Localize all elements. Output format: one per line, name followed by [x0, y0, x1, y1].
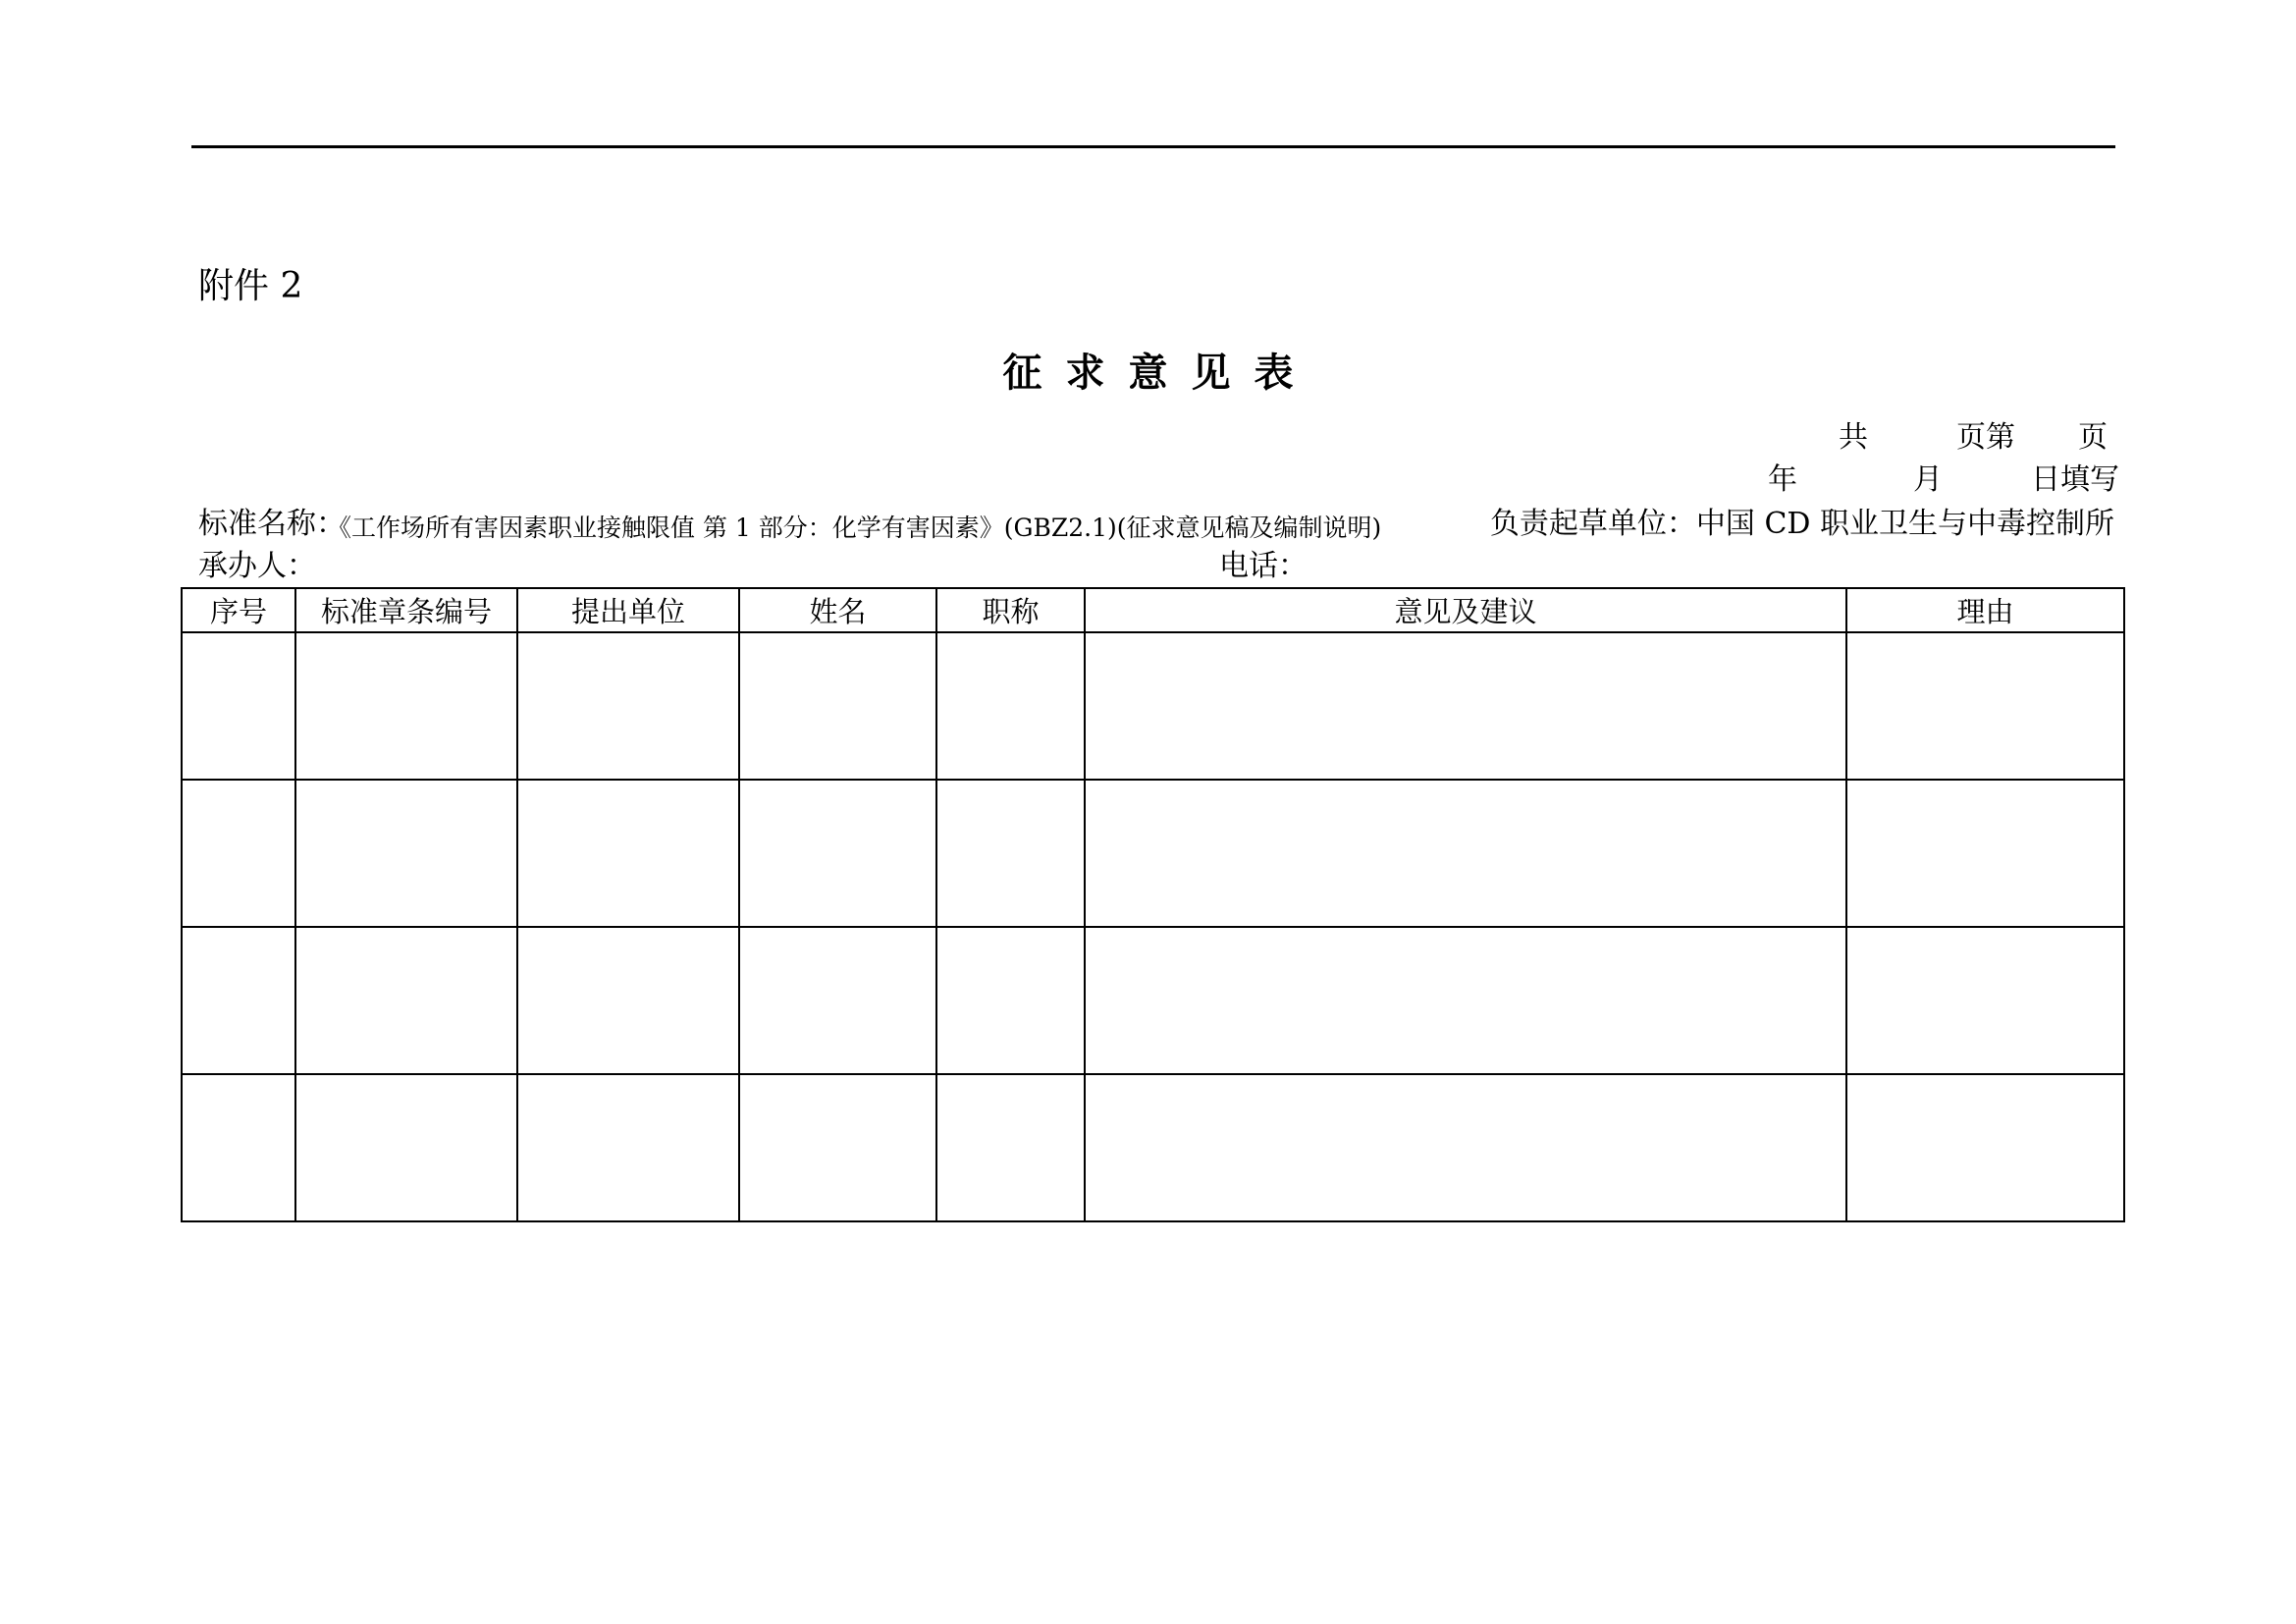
page-count-line — [1839, 418, 2108, 458]
cell-name[interactable] — [739, 632, 936, 780]
col-header-submitter-unit: 提出单位 — [517, 588, 739, 632]
standard-name: 《工作场所有害因素职业接触限值 第 1 部分：化学有害因素》(GBZ2.1)(征求意见稿及编制说明) — [327, 514, 1382, 542]
phone-label: 电话： — [1219, 549, 1308, 583]
cell-comments[interactable] — [1085, 632, 1846, 780]
form-title: 征求意见表 — [1002, 350, 1317, 396]
cell-serial[interactable] — [182, 1074, 295, 1221]
col-header-comments: 意见及建议 — [1085, 588, 1846, 632]
cell-reason[interactable] — [1846, 632, 2124, 780]
cell-reason[interactable] — [1846, 927, 2124, 1074]
cell-serial[interactable] — [182, 632, 295, 780]
header-rule — [191, 145, 2115, 148]
cell-title[interactable] — [936, 632, 1085, 780]
cell-reason[interactable] — [1846, 1074, 2124, 1221]
cell-name[interactable] — [739, 1074, 936, 1221]
cell-reason[interactable] — [1846, 780, 2124, 927]
table-row — [182, 780, 2124, 927]
cell-submitter-unit[interactable] — [517, 927, 739, 1074]
cell-comments[interactable] — [1085, 780, 1846, 927]
col-header-reason: 理由 — [1846, 588, 2124, 632]
table-header-row — [182, 588, 2124, 632]
cell-clause-no[interactable] — [295, 927, 517, 1074]
page-mid: 页第 — [1956, 420, 2015, 455]
handler-label: 承办人： — [198, 549, 316, 583]
cell-submitter-unit[interactable] — [517, 1074, 739, 1221]
comment-table — [181, 587, 2125, 1222]
page-suffix: 页 — [2078, 420, 2108, 455]
cell-clause-no[interactable] — [295, 780, 517, 927]
col-header-name: 姓名 — [739, 588, 936, 632]
cell-serial[interactable] — [182, 927, 295, 1074]
cell-serial[interactable] — [182, 780, 295, 927]
cell-title[interactable] — [936, 780, 1085, 927]
cell-name[interactable] — [739, 780, 936, 927]
date-day-filled: 日填写 — [2031, 462, 2119, 497]
standard-label: 标准名称： — [198, 507, 346, 541]
cell-comments[interactable] — [1085, 927, 1846, 1074]
cell-submitter-unit[interactable] — [517, 632, 739, 780]
cell-clause-no[interactable] — [295, 1074, 517, 1221]
cell-title[interactable] — [936, 927, 1085, 1074]
attachment-label: 附件 2 — [198, 266, 303, 306]
date-month: 月 — [1913, 462, 1943, 497]
col-header-title: 职称 — [936, 588, 1085, 632]
fill-date-line — [1768, 460, 2119, 500]
table-row — [182, 1074, 2124, 1221]
date-year: 年 — [1768, 462, 1797, 497]
cell-submitter-unit[interactable] — [517, 780, 739, 927]
cell-name[interactable] — [739, 927, 936, 1074]
cell-clause-no[interactable] — [295, 632, 517, 780]
table-row — [182, 632, 2124, 780]
cell-comments[interactable] — [1085, 1074, 1846, 1221]
col-header-serial: 序号 — [182, 588, 295, 632]
page-total-prefix: 共 — [1839, 420, 1868, 455]
cell-title[interactable] — [936, 1074, 1085, 1221]
drafting-unit: 负责起草单位：中国 CD 职业卫生与中毒控制所 — [1489, 507, 2114, 541]
table-row — [182, 927, 2124, 1074]
col-header-clause-no: 标准章条编号 — [295, 588, 517, 632]
